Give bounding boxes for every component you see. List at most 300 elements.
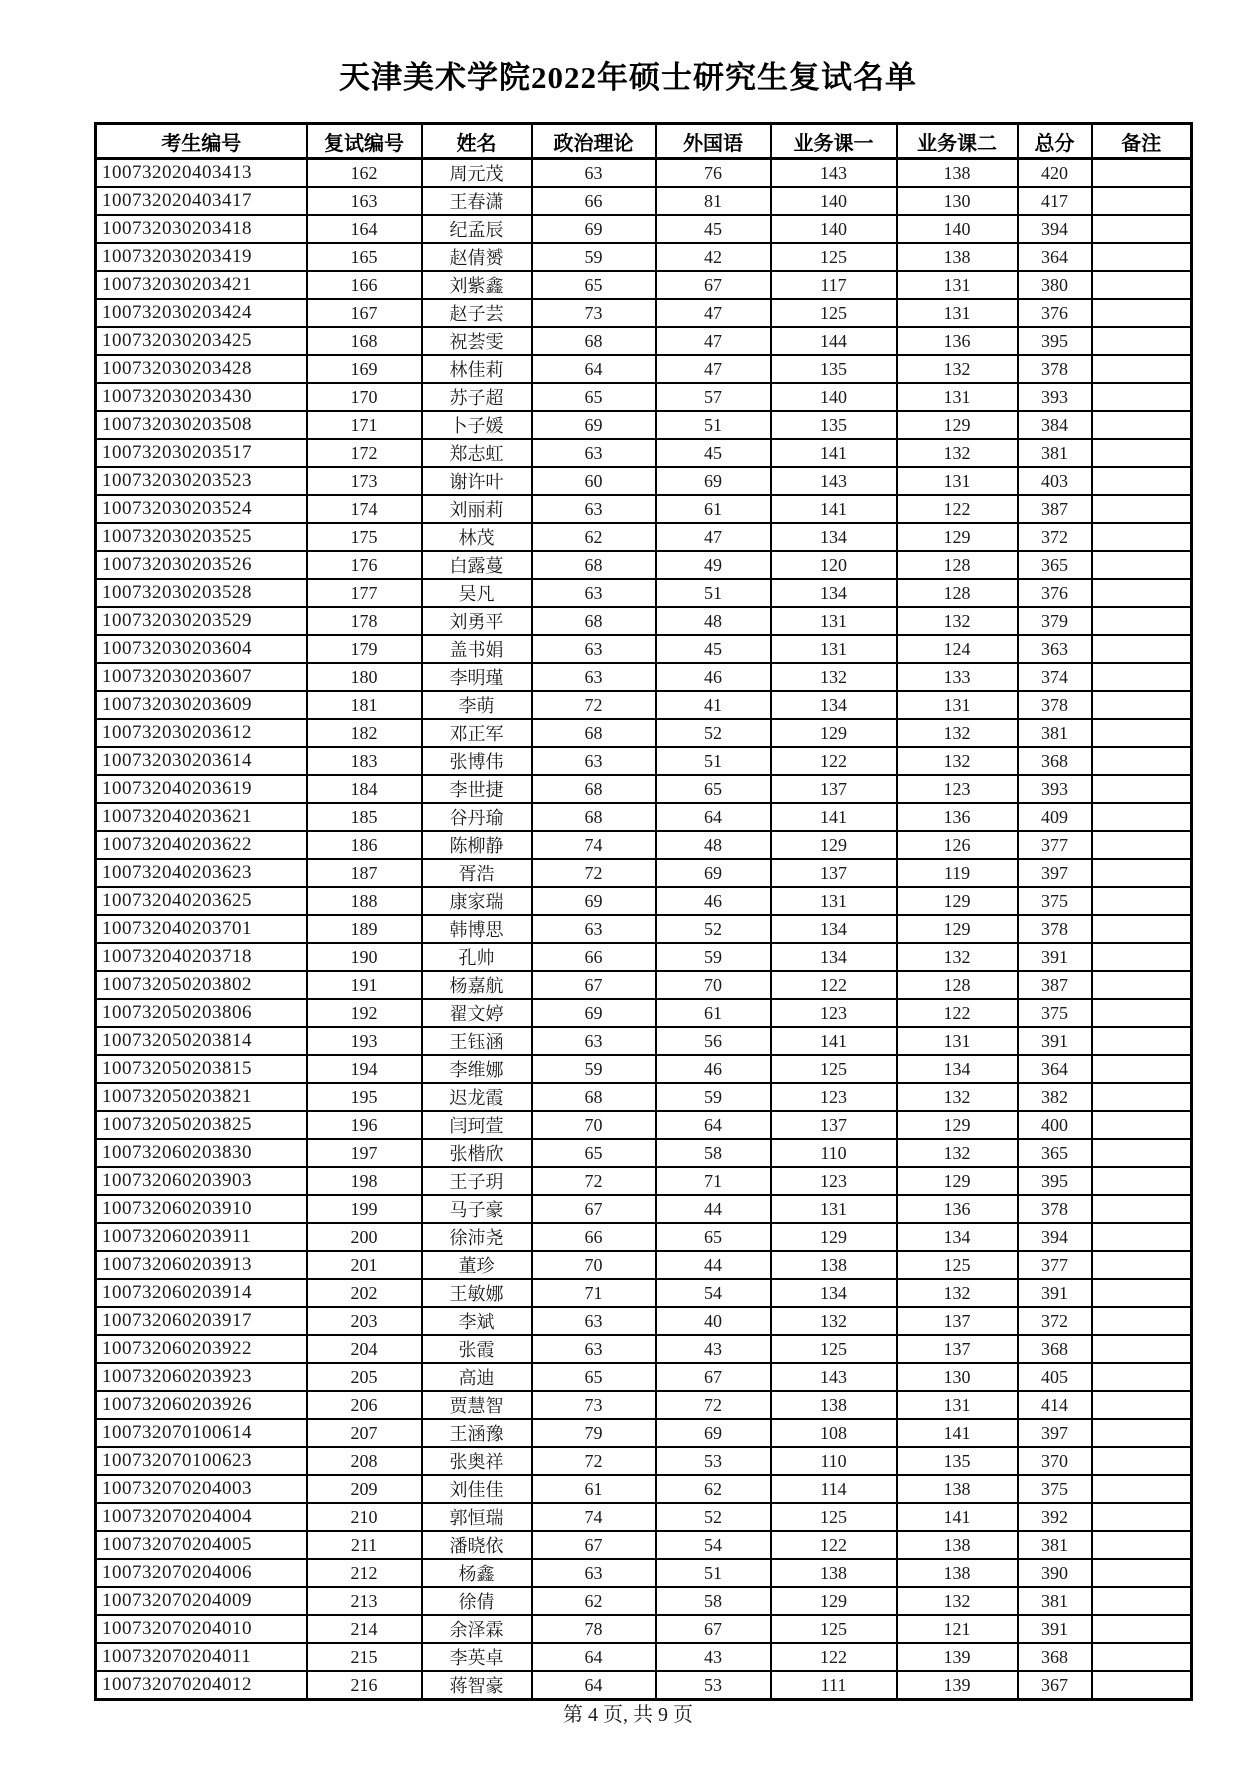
table-row [96,1419,1192,1447]
candidate-id-cell: 100732050203815 [96,1055,307,1083]
candidate-id-cell: 100732050203825 [96,1111,307,1139]
table-row [96,495,1192,523]
table-row [96,355,1192,383]
table-row [96,1447,1192,1475]
remark-cell [1092,1195,1192,1223]
remark-cell [1092,1615,1192,1643]
table-row [96,1167,1192,1195]
politics-score-cell: 63 [532,579,656,607]
course1-score-cell: 125 [771,1615,897,1643]
course2-score-cell: 139 [897,1671,1018,1700]
politics-score-cell: 64 [532,1671,656,1700]
table-row [96,607,1192,635]
course1-score-cell: 143 [771,1363,897,1391]
total-score-cell: 397 [1018,1419,1092,1447]
remark-cell [1092,215,1192,243]
politics-score-cell: 68 [532,1083,656,1111]
course2-score-cell: 119 [897,859,1018,887]
foreign-language-score-cell: 61 [656,999,771,1027]
politics-score-cell: 66 [532,187,656,215]
politics-score-cell: 69 [532,215,656,243]
politics-score-cell: 74 [532,1503,656,1531]
exam-id-cell: 176 [307,551,422,579]
total-score-cell: 393 [1018,775,1092,803]
remark-cell [1092,691,1192,719]
candidate-id-cell: 100732070204003 [96,1475,307,1503]
candidate-id-cell: 100732030203508 [96,411,307,439]
exam-id-cell: 204 [307,1335,422,1363]
politics-score-cell: 63 [532,663,656,691]
name-cell: 翟文婷 [422,999,532,1027]
name-cell: 高迪 [422,1363,532,1391]
total-score-cell: 368 [1018,747,1092,775]
exam-id-cell: 207 [307,1419,422,1447]
table-row [96,383,1192,411]
table-row [96,1559,1192,1587]
table-row [96,187,1192,215]
course2-score-cell: 132 [897,355,1018,383]
table-row [96,1643,1192,1671]
header-politics-score: 政治理论 [532,124,656,159]
politics-score-cell: 69 [532,887,656,915]
foreign-language-score-cell: 46 [656,1055,771,1083]
total-score-cell: 381 [1018,1531,1092,1559]
exam-id-cell: 163 [307,187,422,215]
exam-id-cell: 196 [307,1111,422,1139]
foreign-language-score-cell: 81 [656,187,771,215]
total-score-cell: 390 [1018,1559,1092,1587]
remark-cell [1092,1419,1192,1447]
candidate-id-cell: 100732030203607 [96,663,307,691]
total-score-cell: 391 [1018,1279,1092,1307]
header-total-score: 总分 [1018,124,1092,159]
course1-score-cell: 122 [771,971,897,999]
course1-score-cell: 131 [771,1195,897,1223]
total-score-cell: 381 [1018,719,1092,747]
table-row [96,1083,1192,1111]
course1-score-cell: 132 [771,1307,897,1335]
candidate-id-cell: 100732020403417 [96,187,307,215]
politics-score-cell: 68 [532,607,656,635]
candidate-id-cell: 100732070204011 [96,1643,307,1671]
table-row [96,551,1192,579]
candidate-id-cell: 100732060203923 [96,1363,307,1391]
course1-score-cell: 131 [771,635,897,663]
course2-score-cell: 137 [897,1307,1018,1335]
table-row [96,1531,1192,1559]
foreign-language-score-cell: 67 [656,1363,771,1391]
name-cell: 王春潇 [422,187,532,215]
name-cell: 刘佳佳 [422,1475,532,1503]
course1-score-cell: 143 [771,467,897,495]
politics-score-cell: 63 [532,159,656,188]
course1-score-cell: 144 [771,327,897,355]
course1-score-cell: 135 [771,355,897,383]
remark-cell [1092,775,1192,803]
exam-id-cell: 167 [307,299,422,327]
foreign-language-score-cell: 64 [656,803,771,831]
politics-score-cell: 72 [532,1447,656,1475]
politics-score-cell: 59 [532,1055,656,1083]
course1-score-cell: 140 [771,187,897,215]
course2-score-cell: 132 [897,1083,1018,1111]
total-score-cell: 376 [1018,579,1092,607]
total-score-cell: 378 [1018,355,1092,383]
course1-score-cell: 137 [771,1111,897,1139]
name-cell: 蒋智豪 [422,1671,532,1700]
course1-score-cell: 141 [771,439,897,467]
name-cell: 迟龙霞 [422,1083,532,1111]
header-remark: 备注 [1092,124,1192,159]
exam-id-cell: 187 [307,859,422,887]
course1-score-cell: 129 [771,1587,897,1615]
candidate-id-cell: 100732030203424 [96,299,307,327]
foreign-language-score-cell: 47 [656,523,771,551]
table-row [96,915,1192,943]
exam-id-cell: 201 [307,1251,422,1279]
exam-id-cell: 199 [307,1195,422,1223]
total-score-cell: 364 [1018,243,1092,271]
foreign-language-score-cell: 54 [656,1279,771,1307]
course1-score-cell: 125 [771,1503,897,1531]
course1-score-cell: 129 [771,831,897,859]
course2-score-cell: 122 [897,495,1018,523]
foreign-language-score-cell: 67 [656,1615,771,1643]
name-cell: 李萌 [422,691,532,719]
remark-cell [1092,635,1192,663]
course1-score-cell: 141 [771,803,897,831]
remark-cell [1092,523,1192,551]
remark-cell [1092,1307,1192,1335]
politics-score-cell: 62 [532,1587,656,1615]
table-row [96,299,1192,327]
politics-score-cell: 72 [532,691,656,719]
foreign-language-score-cell: 71 [656,1167,771,1195]
course2-score-cell: 132 [897,1587,1018,1615]
candidate-id-cell: 100732020403413 [96,159,307,188]
table-row [96,859,1192,887]
total-score-cell: 363 [1018,635,1092,663]
politics-score-cell: 68 [532,719,656,747]
remark-cell [1092,411,1192,439]
name-cell: 李世捷 [422,775,532,803]
table-row [96,1671,1192,1700]
candidate-id-cell: 100732060203917 [96,1307,307,1335]
page-title: 天津美术学院2022年硕士研究生复试名单 [339,60,917,95]
course2-score-cell: 136 [897,803,1018,831]
name-cell: 董珍 [422,1251,532,1279]
name-cell: 吴凡 [422,579,532,607]
total-score-cell: 417 [1018,187,1092,215]
name-cell: 纪孟辰 [422,215,532,243]
politics-score-cell: 63 [532,1335,656,1363]
total-score-cell: 387 [1018,971,1092,999]
course2-score-cell: 122 [897,999,1018,1027]
course2-score-cell: 141 [897,1419,1018,1447]
remark-cell [1092,1055,1192,1083]
total-score-cell: 374 [1018,663,1092,691]
course1-score-cell: 114 [771,1475,897,1503]
exam-id-cell: 183 [307,747,422,775]
candidate-id-cell: 100732060203910 [96,1195,307,1223]
exam-id-cell: 186 [307,831,422,859]
name-cell: 林茂 [422,523,532,551]
foreign-language-score-cell: 49 [656,551,771,579]
course2-score-cell: 126 [897,831,1018,859]
foreign-language-score-cell: 65 [656,775,771,803]
foreign-language-score-cell: 45 [656,439,771,467]
exam-id-cell: 209 [307,1475,422,1503]
total-score-cell: 380 [1018,271,1092,299]
politics-score-cell: 63 [532,1027,656,1055]
politics-score-cell: 66 [532,943,656,971]
foreign-language-score-cell: 57 [656,383,771,411]
politics-score-cell: 63 [532,635,656,663]
course2-score-cell: 138 [897,1475,1018,1503]
course1-score-cell: 132 [771,663,897,691]
total-score-cell: 405 [1018,1363,1092,1391]
course1-score-cell: 138 [771,1391,897,1419]
candidate-id-cell: 100732030203517 [96,439,307,467]
exam-id-cell: 200 [307,1223,422,1251]
course2-score-cell: 130 [897,187,1018,215]
exam-id-cell: 178 [307,607,422,635]
name-cell: 盖书娟 [422,635,532,663]
total-score-cell: 375 [1018,999,1092,1027]
course1-score-cell: 143 [771,159,897,188]
course2-score-cell: 138 [897,1531,1018,1559]
course1-score-cell: 117 [771,271,897,299]
politics-score-cell: 79 [532,1419,656,1447]
exam-id-cell: 198 [307,1167,422,1195]
candidate-id-cell: 100732060203914 [96,1279,307,1307]
course2-score-cell: 133 [897,663,1018,691]
name-cell: 韩博思 [422,915,532,943]
name-cell: 郑志虹 [422,439,532,467]
exam-id-cell: 206 [307,1391,422,1419]
candidate-id-cell: 100732040203619 [96,775,307,803]
course1-score-cell: 141 [771,1027,897,1055]
course2-score-cell: 129 [897,887,1018,915]
name-cell: 张博伟 [422,747,532,775]
politics-score-cell: 63 [532,747,656,775]
politics-score-cell: 72 [532,1167,656,1195]
remark-cell [1092,271,1192,299]
politics-score-cell: 69 [532,999,656,1027]
candidate-id-cell: 100732030203528 [96,579,307,607]
exam-id-cell: 205 [307,1363,422,1391]
name-cell: 白露蔓 [422,551,532,579]
total-score-cell: 370 [1018,1447,1092,1475]
remark-cell [1092,551,1192,579]
name-cell: 张楷欣 [422,1139,532,1167]
exam-id-cell: 211 [307,1531,422,1559]
foreign-language-score-cell: 54 [656,1531,771,1559]
total-score-cell: 409 [1018,803,1092,831]
table-row [96,467,1192,495]
foreign-language-score-cell: 51 [656,411,771,439]
course2-score-cell: 136 [897,327,1018,355]
foreign-language-score-cell: 72 [656,1391,771,1419]
course1-score-cell: 141 [771,495,897,523]
politics-score-cell: 74 [532,831,656,859]
remark-cell [1092,607,1192,635]
course2-score-cell: 135 [897,1447,1018,1475]
candidate-id-cell: 100732060203903 [96,1167,307,1195]
exam-id-cell: 164 [307,215,422,243]
politics-score-cell: 73 [532,299,656,327]
course2-score-cell: 137 [897,1335,1018,1363]
course2-score-cell: 131 [897,299,1018,327]
candidate-id-cell: 100732030203421 [96,271,307,299]
course1-score-cell: 125 [771,1335,897,1363]
foreign-language-score-cell: 69 [656,467,771,495]
course2-score-cell: 138 [897,1559,1018,1587]
header-course1-score: 业务课一 [771,124,897,159]
total-score-cell: 391 [1018,943,1092,971]
name-cell: 周元茂 [422,159,532,188]
total-score-cell: 403 [1018,467,1092,495]
politics-score-cell: 70 [532,1111,656,1139]
name-cell: 李明瑾 [422,663,532,691]
total-score-cell: 377 [1018,1251,1092,1279]
course2-score-cell: 132 [897,747,1018,775]
exam-id-cell: 174 [307,495,422,523]
course1-score-cell: 125 [771,243,897,271]
table-row [96,1363,1192,1391]
remark-cell [1092,495,1192,523]
name-cell: 张奥祥 [422,1447,532,1475]
course2-score-cell: 131 [897,691,1018,719]
politics-score-cell: 68 [532,551,656,579]
remark-cell [1092,1223,1192,1251]
exam-id-cell: 208 [307,1447,422,1475]
total-score-cell: 378 [1018,1195,1092,1223]
course1-score-cell: 140 [771,215,897,243]
candidate-id-cell: 100732070100614 [96,1419,307,1447]
foreign-language-score-cell: 53 [656,1671,771,1700]
remark-cell [1092,1447,1192,1475]
politics-score-cell: 69 [532,411,656,439]
name-cell: 谷丹瑜 [422,803,532,831]
total-score-cell: 395 [1018,1167,1092,1195]
exam-id-cell: 192 [307,999,422,1027]
total-score-cell: 391 [1018,1615,1092,1643]
candidate-id-cell: 100732030203609 [96,691,307,719]
foreign-language-score-cell: 47 [656,355,771,383]
remark-cell [1092,719,1192,747]
table-row [96,1055,1192,1083]
course1-score-cell: 129 [771,1223,897,1251]
name-cell: 胥浩 [422,859,532,887]
course1-score-cell: 137 [771,775,897,803]
total-score-cell: 387 [1018,495,1092,523]
name-cell: 祝荟雯 [422,327,532,355]
politics-score-cell: 65 [532,1139,656,1167]
table-row [96,1503,1192,1531]
candidate-id-cell: 100732070204012 [96,1671,307,1700]
course2-score-cell: 141 [897,1503,1018,1531]
remark-cell [1092,859,1192,887]
table-row [96,747,1192,775]
total-score-cell: 400 [1018,1111,1092,1139]
table-row [96,663,1192,691]
candidate-id-cell: 100732070204009 [96,1587,307,1615]
foreign-language-score-cell: 53 [656,1447,771,1475]
table-row [96,971,1192,999]
remark-cell [1092,187,1192,215]
name-cell: 王钰涵 [422,1027,532,1055]
course1-score-cell: 138 [771,1559,897,1587]
table-row [96,159,1192,188]
foreign-language-score-cell: 46 [656,663,771,691]
foreign-language-score-cell: 51 [656,579,771,607]
course2-score-cell: 128 [897,579,1018,607]
total-score-cell: 365 [1018,1139,1092,1167]
course2-score-cell: 131 [897,1391,1018,1419]
candidate-id-cell: 100732050203821 [96,1083,307,1111]
remark-cell [1092,1391,1192,1419]
candidate-id-cell: 100732040203718 [96,943,307,971]
course1-score-cell: 137 [771,859,897,887]
name-cell: 杨嘉航 [422,971,532,999]
politics-score-cell: 59 [532,243,656,271]
politics-score-cell: 68 [532,775,656,803]
foreign-language-score-cell: 45 [656,635,771,663]
table-row [96,411,1192,439]
course2-score-cell: 132 [897,943,1018,971]
total-score-cell: 397 [1018,859,1092,887]
table-row [96,1223,1192,1251]
course2-score-cell: 131 [897,1027,1018,1055]
remark-cell [1092,887,1192,915]
candidate-id-cell: 100732030203604 [96,635,307,663]
table-row [96,719,1192,747]
table-row [96,1195,1192,1223]
header-candidate-id: 考生编号 [96,124,307,159]
table-row [96,1251,1192,1279]
candidate-id-cell: 100732070100623 [96,1447,307,1475]
table-row [96,1335,1192,1363]
remark-cell [1092,971,1192,999]
exam-id-cell: 216 [307,1671,422,1700]
exam-id-cell: 182 [307,719,422,747]
politics-score-cell: 73 [532,1391,656,1419]
name-cell: 徐沛尧 [422,1223,532,1251]
total-score-cell: 378 [1018,691,1092,719]
course2-score-cell: 131 [897,383,1018,411]
name-cell: 邓正军 [422,719,532,747]
remark-cell [1092,999,1192,1027]
table-row [96,1587,1192,1615]
name-cell: 林佳莉 [422,355,532,383]
course1-score-cell: 111 [771,1671,897,1700]
table-row [96,1027,1192,1055]
candidate-id-cell: 100732040203622 [96,831,307,859]
remark-cell [1092,1139,1192,1167]
candidate-id-cell: 100732050203802 [96,971,307,999]
name-cell: 潘晓依 [422,1531,532,1559]
foreign-language-score-cell: 46 [656,887,771,915]
name-cell: 李斌 [422,1307,532,1335]
exam-id-cell: 214 [307,1615,422,1643]
candidate-id-cell: 100732040203623 [96,859,307,887]
remark-cell [1092,1335,1192,1363]
politics-score-cell: 65 [532,383,656,411]
candidate-id-cell: 100732060203913 [96,1251,307,1279]
name-cell: 卜子媛 [422,411,532,439]
course2-score-cell: 129 [897,1167,1018,1195]
